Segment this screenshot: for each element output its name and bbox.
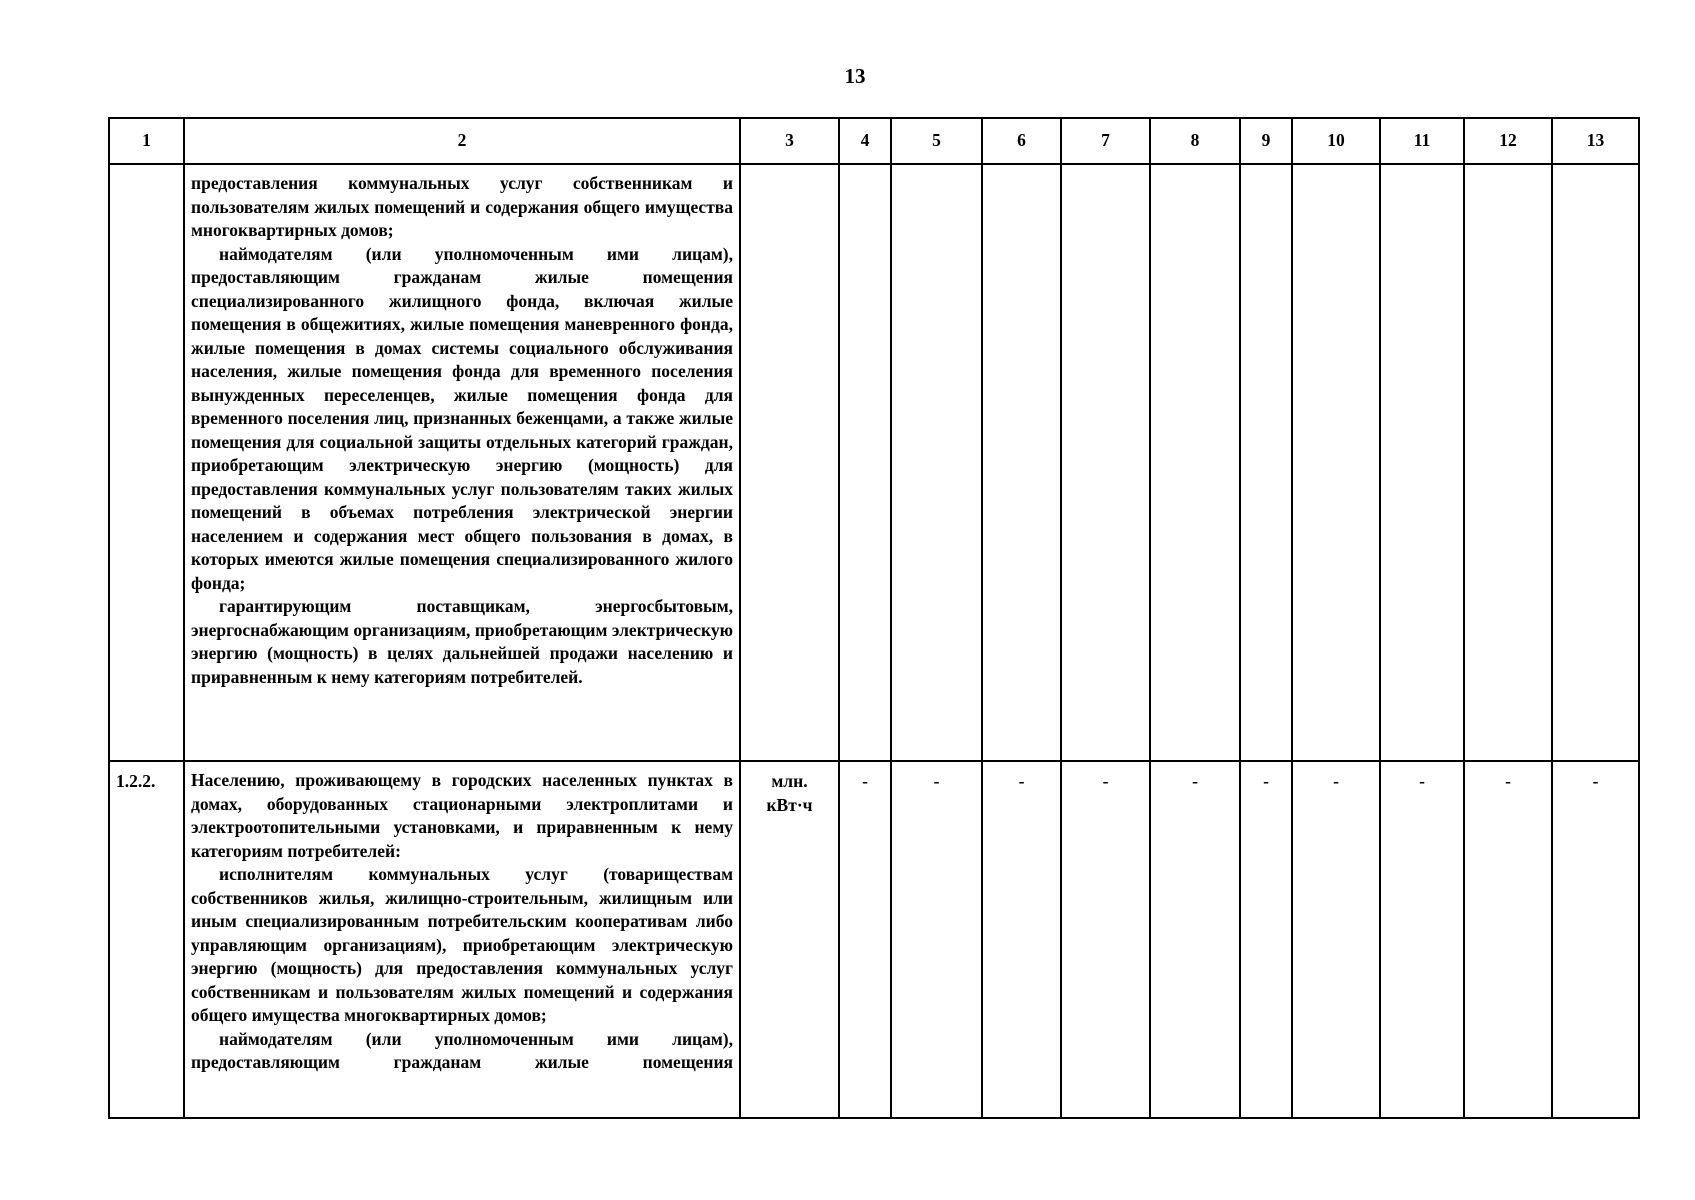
header-col-11: 11 <box>1380 118 1464 164</box>
header-col-9: 9 <box>1240 118 1292 164</box>
header-row <box>109 118 1639 164</box>
value-cell <box>1061 164 1150 761</box>
description-paragraph: Населению, проживающему в городских населенных пунктах в домах, оборудованных стационарными электроплитами и электроотопительными установками, и приравненным к нему категориям потребителей: <box>191 770 733 861</box>
value-cell <box>1150 164 1240 761</box>
value-cell <box>1240 164 1292 761</box>
value-cell: - <box>1150 761 1240 1118</box>
page-number: 13 <box>844 64 866 88</box>
value-cell: - <box>1240 761 1292 1118</box>
value-cell: - <box>1292 761 1380 1118</box>
value-cell: - <box>1464 761 1552 1118</box>
header-col-3: 3 <box>740 118 839 164</box>
header-col-7: 7 <box>1061 118 1150 164</box>
value-cell: - <box>982 761 1061 1118</box>
header-col-8: 8 <box>1150 118 1240 164</box>
row-description <box>184 164 740 761</box>
row-description <box>184 761 740 1118</box>
header-col-12: 12 <box>1464 118 1552 164</box>
table-row-continuation <box>109 164 1639 761</box>
description-paragraph: гарантирующим поставщикам, энергосбытовым, энергоснабжающим организациям, приобретающим электрическую энергию (мощность) в целях дальнейшей продажи населению и приравненным к нему категориям потребителей. <box>191 596 733 687</box>
value-cell: - <box>1552 761 1639 1118</box>
row-number: 1.2.2. <box>109 761 184 1118</box>
unit-line: млн. <box>771 771 808 791</box>
description-paragraph: наймодателям (или уполномоченным ими лицам), предоставляющим гражданам жилые помещения специализированного жилищного фонда, включая жилые помещения в общежитиях, жилые помещения маневренного фонда, жилые помещения в домах системы социального обслуживания населения, жилые помещения фонда для временного поселения вынужденных переселенцев, жилые помещения фонда для временного поселения лиц, признанных беженцами, а также жилые помещения для социальной защиты отдельных категорий граждан, приобретающим электрическую энергию (мощность) для предоставления коммунальных услуг пользователям таких жилых помещений в объемах потребления электрической энергии населением и содержания мест общего пользования в домах, в которых имеются жилые помещения специализированного жилого фонда; <box>191 243 733 593</box>
value-cell <box>1292 164 1380 761</box>
value-cell: - <box>891 761 982 1118</box>
row-number <box>109 164 184 761</box>
header-col-10: 10 <box>1292 118 1380 164</box>
value-cell: - <box>1380 761 1464 1118</box>
header-col-4: 4 <box>839 118 891 164</box>
header-col-5: 5 <box>891 118 982 164</box>
description-paragraph: исполнителям коммунальных услуг (товариществам собственников жилья, жилищно-строительным, жилищным или иным специализированным потребительским кооперативам либо управляющим организациям), приобретающим электрическую энергию (мощность) для предоставления коммунальных услуг собственникам и пользователям жилых помещений и содержания общего имущества многоквартирных домов; <box>191 864 733 1025</box>
header-col-13: 13 <box>1552 118 1639 164</box>
description-paragraph: наймодателям (или уполномоченным ими лицам), предоставляющим гражданам жилые помещения <box>191 1028 733 1072</box>
value-cell: - <box>839 761 891 1118</box>
value-cell <box>891 164 982 761</box>
value-cell <box>982 164 1061 761</box>
header-col-6: 6 <box>982 118 1061 164</box>
table-row-1-2-2 <box>109 761 1639 1118</box>
description-paragraph: предоставления коммунальных услуг собственникам и пользователям жилых помещений и содержания общего имущества многоквартирных домов; <box>191 173 733 240</box>
header-col-1: 1 <box>109 118 184 164</box>
value-cell: - <box>1061 761 1150 1118</box>
value-cell <box>1380 164 1464 761</box>
value-cell <box>1552 164 1639 761</box>
unit-line: кВт·ч <box>766 794 813 815</box>
unit-cell <box>740 761 839 1118</box>
value-cell <box>839 164 891 761</box>
unit-cell <box>740 164 839 761</box>
value-cell <box>1464 164 1552 761</box>
header-col-2: 2 <box>184 118 740 164</box>
tariff-table <box>108 117 1640 1119</box>
